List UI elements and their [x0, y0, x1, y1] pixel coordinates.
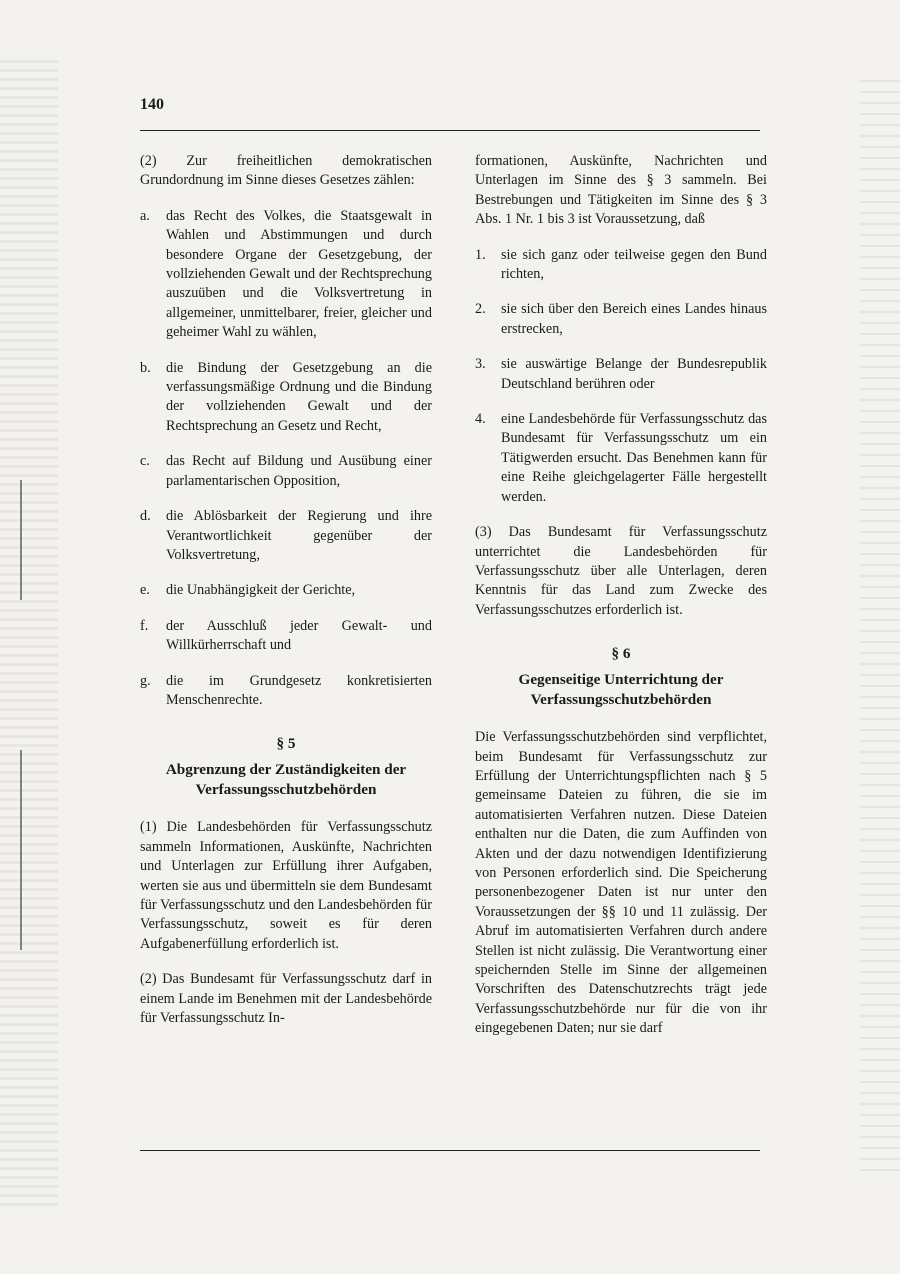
- list-item: [140, 507, 432, 565]
- list-marker: 1.: [475, 246, 486, 263]
- list-item: [475, 246, 767, 285]
- top-rule: [140, 130, 760, 131]
- list-text: eine Landesbehörde für Verfassungsschutz das Bundesamt für Verfassungsschutz um ein Tätigwerden ersucht. Das Benehmen kann für eine Reihe gleichgelagerter Fälle hergestellt werden.: [501, 411, 767, 505]
- list-marker: 4.: [475, 411, 486, 428]
- list-text: die Ablösbarkeit der Regierung und ihre Verantwortlichkeit gegenüber der Volksvertretung,: [166, 508, 432, 563]
- list-text: das Recht auf Bildung und Ausübung einer parlamentarischen Opposition,: [166, 453, 432, 489]
- list-text: das Recht des Volkes, die Staatsgewalt in Wahlen und Abstimmungen und durch besondere Organe der Gesetzgebung, der vollziehenden Gewalt und der Rechtsprechung auszuüben und die Volksvertretung in allgemeiner, unmittelbarer, freier, gleicher und geheimer Wahl zu wählen,: [166, 207, 432, 341]
- list-marker: f.: [140, 617, 149, 634]
- list-text: sie sich über den Bereich eines Landes hinaus erstrecken,: [501, 301, 767, 337]
- paragraph: Die Verfassungsschutzbehörden sind verpflichtet, beim Bundesamt für Verfassungsschutz zur Erfüllung der Unterrichtungspflichten nach § 5 gemeinsame Dateien zu führen, die sie im automatisierten Verfahren nutzen. Diese Dateien enthalten nur die Daten, die zum Auffinden von Akten und der dazu notwendigen Identifizierung von Personen erforderlich sind. Die Speicherung personenbezogener Daten ist nur unter den Voraussetzungen der §§ 10 und 11 zulässig. Der Abruf im automatisierten Verfahren durch andere Stellen ist nicht zulässig. Die Verantwortung einer speichernden Stelle im Sinne der allgemeinen Vorschriften des Datenschutzrechts trägt jede Verfassungsschutzbehörde nur für die von ihr eingegebenen Daten; nur sie darf: [475, 729, 767, 1037]
- scan-mark: [20, 480, 22, 600]
- section-heading: [140, 734, 432, 800]
- list-text: die im Grundgesetz konkretisierten Menschenrechte.: [166, 672, 432, 708]
- scan-edge-right: [860, 80, 900, 1180]
- list-marker: g.: [140, 672, 151, 689]
- scan-mark: [20, 750, 22, 950]
- list-text: die Unabhängigkeit der Gerichte,: [166, 582, 356, 599]
- bottom-rule: [140, 1150, 760, 1151]
- list-item: [475, 300, 767, 339]
- page-number: 140: [140, 96, 164, 113]
- section-number: § 5: [276, 735, 296, 753]
- list-marker: e.: [140, 582, 150, 599]
- list-text: der Ausschluß jeder Gewalt- und Willkürherrschaft und: [166, 617, 432, 654]
- list-marker: d.: [140, 508, 151, 525]
- list-item: [140, 452, 432, 491]
- list-marker: a.: [140, 207, 150, 224]
- list-marker: 3.: [475, 356, 486, 373]
- right-column: [475, 152, 767, 1039]
- paragraph: (3) Das Bundesamt für Verfassungsschutz unterrichtet die Landesbehörden für Verfassungsschutz über alle Unterlagen, deren Kenntnis für das Land zum Zwecke des Verfassungsschutzes erforderlich ist.: [475, 524, 767, 618]
- list-item: [140, 359, 432, 437]
- section-number: § 6: [611, 645, 631, 663]
- list-marker: c.: [140, 453, 150, 470]
- list-text: sie sich ganz oder teilweise gegen den Bund richten,: [501, 246, 767, 283]
- paragraph-intro: formationen, Auskünfte, Nachrichten und Unterlagen im Sinne des § 3 sammeln. Bei Bestrebungen und Tätigkeiten im Sinne des § 3 Abs. 1 Nr. 1 bis 3 ist Voraussetzung, daß: [475, 153, 767, 228]
- list-item: [140, 581, 432, 600]
- list-item: [140, 672, 432, 711]
- list-item: [140, 617, 432, 656]
- list-text: sie auswärtige Belange der Bundesrepublik Deutschland berühren oder: [501, 356, 767, 392]
- list-marker: b.: [140, 359, 151, 376]
- left-column: [140, 152, 432, 1028]
- list-text: die Bindung der Gesetzgebung an die verfassungsmäßige Ordnung und die Bindung der vollziehenden Gewalt und der Rechtsprechung an Gesetz und Recht,: [166, 359, 432, 434]
- scan-edge-left: [0, 60, 58, 1210]
- paragraph: (2) Das Bundesamt für Verfassungsschutz darf in einem Lande im Benehmen mit der Landesbehörde für Verfassungsschutz In-: [140, 971, 432, 1026]
- paragraph-intro: (2) Zur freiheitlichen demokratischen Grundordnung im Sinne dieses Gesetzes zählen:: [140, 153, 432, 189]
- list-marker: 2.: [475, 301, 486, 318]
- section-title: Abgrenzung der Zuständigkeiten der Verfassungsschutzbehörden: [165, 761, 407, 799]
- section-title: Gegenseitige Unterrichtung der Verfassungsschutzbehörden: [518, 671, 724, 709]
- list-item: [475, 355, 767, 394]
- list-item: [475, 410, 767, 507]
- list-item: [140, 207, 432, 343]
- paragraph: (1) Die Landesbehörden für Verfassungsschutz sammeln Informationen, Auskünfte, Nachrichten und Unterlagen zur Erfüllung ihrer Aufgaben, werten sie aus und übermitteln sie dem Bundesamt für Verfassungsschutz und den Landesbehörden für Verfassungsschutz, soweit es für deren Aufgabenerfüllung erforderlich ist.: [140, 819, 432, 952]
- section-heading: [475, 644, 767, 710]
